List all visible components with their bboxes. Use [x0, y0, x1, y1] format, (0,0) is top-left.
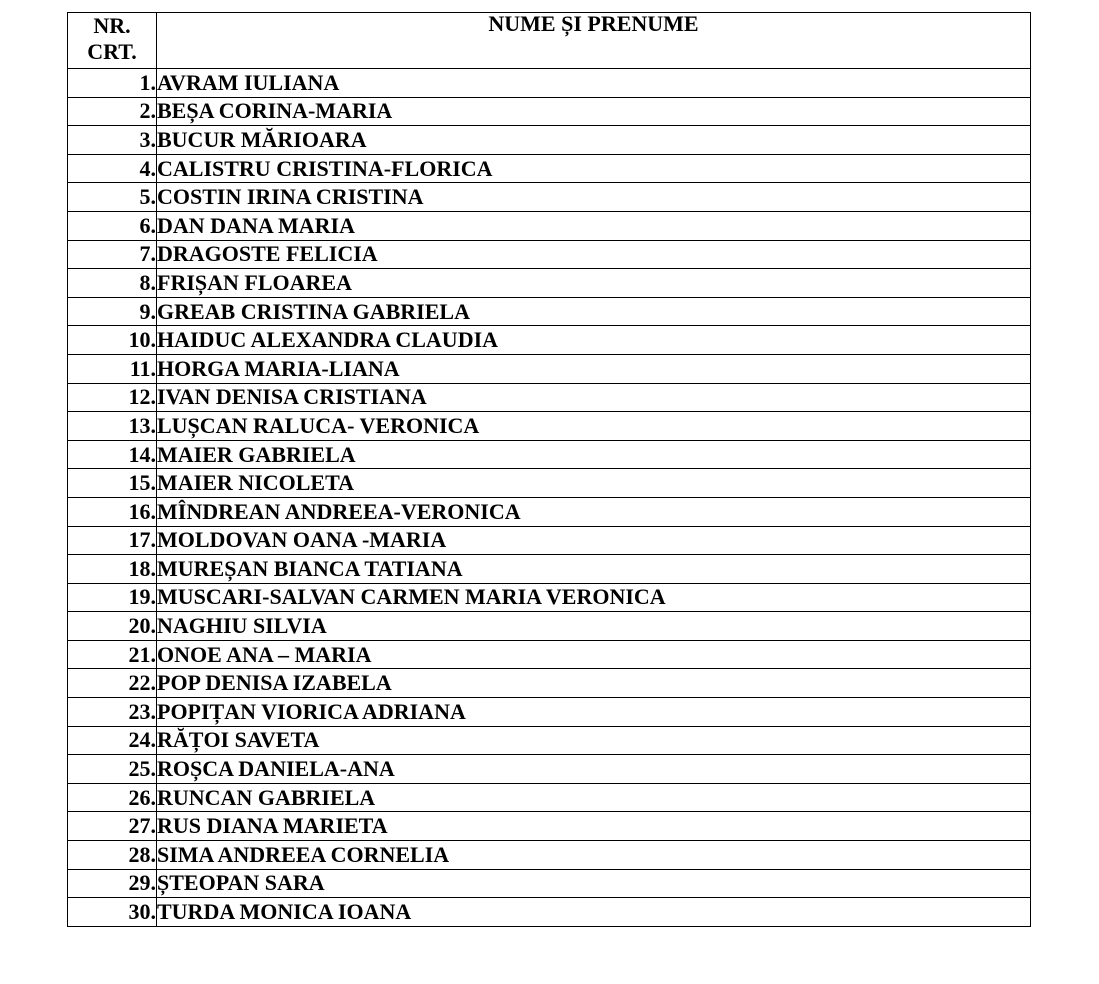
table-row [68, 412, 1031, 441]
row-number: 19. [68, 583, 157, 612]
table-row [68, 669, 1031, 698]
table-row [68, 297, 1031, 326]
table-row [68, 440, 1031, 469]
row-number: 25. [68, 755, 157, 784]
row-number: 16. [68, 497, 157, 526]
table-row [68, 755, 1031, 784]
table-row [68, 211, 1031, 240]
table-row [68, 783, 1031, 812]
row-number: 3. [68, 126, 157, 155]
row-number: 26. [68, 783, 157, 812]
row-name: TURDA MONICA IOANA [157, 898, 1031, 927]
row-name: ROȘCA DANIELA-ANA [157, 755, 1031, 784]
row-name: CALISTRU CRISTINA-FLORICA [157, 154, 1031, 183]
table-row [68, 240, 1031, 269]
row-number: 27. [68, 812, 157, 841]
row-number: 18. [68, 555, 157, 584]
row-number: 28. [68, 841, 157, 870]
table-row [68, 898, 1031, 927]
row-name: IVAN DENISA CRISTIANA [157, 383, 1031, 412]
row-name: POP DENISA IZABELA [157, 669, 1031, 698]
row-number: 23. [68, 698, 157, 727]
table-row [68, 841, 1031, 870]
table-row [68, 812, 1031, 841]
row-number: 7. [68, 240, 157, 269]
row-number: 17. [68, 526, 157, 555]
row-name: MUSCARI-SALVAN CARMEN MARIA VERONICA [157, 583, 1031, 612]
row-name: MAIER NICOLETA [157, 469, 1031, 498]
row-number: 12. [68, 383, 157, 412]
header-nr-line1: NR. [93, 13, 131, 38]
table-row [68, 583, 1031, 612]
table-row [68, 154, 1031, 183]
row-name: RĂȚOI SAVETA [157, 726, 1031, 755]
row-name: NAGHIU SILVIA [157, 612, 1031, 641]
row-number: 1. [68, 69, 157, 98]
table-row [68, 326, 1031, 355]
row-name: GREAB CRISTINA GABRIELA [157, 297, 1031, 326]
row-name: ONOE ANA – MARIA [157, 640, 1031, 669]
row-name: DAN DANA MARIA [157, 211, 1031, 240]
row-name: COSTIN IRINA CRISTINA [157, 183, 1031, 212]
row-number: 5. [68, 183, 157, 212]
document-page [67, 12, 1030, 927]
table-row [68, 183, 1031, 212]
row-name: BUCUR MĂRIOARA [157, 126, 1031, 155]
row-name: ȘTEOPAN SARA [157, 869, 1031, 898]
row-number: 24. [68, 726, 157, 755]
row-number: 15. [68, 469, 157, 498]
table-row [68, 469, 1031, 498]
table-row [68, 640, 1031, 669]
row-number: 13. [68, 412, 157, 441]
table-row [68, 555, 1031, 584]
row-number: 14. [68, 440, 157, 469]
row-name: RUNCAN GABRIELA [157, 783, 1031, 812]
table-row [68, 69, 1031, 98]
row-name: SIMA ANDREEA CORNELIA [157, 841, 1031, 870]
table-row [68, 698, 1031, 727]
table-row [68, 526, 1031, 555]
row-name: HAIDUC ALEXANDRA CLAUDIA [157, 326, 1031, 355]
row-name: BEȘA CORINA-MARIA [157, 97, 1031, 126]
row-number: 8. [68, 269, 157, 298]
header-name: NUME ȘI PRENUME [157, 13, 1031, 69]
row-name: MOLDOVAN OANA -MARIA [157, 526, 1031, 555]
row-name: DRAGOSTE FELICIA [157, 240, 1031, 269]
row-number: 21. [68, 640, 157, 669]
table-row [68, 726, 1031, 755]
table-row [68, 612, 1031, 641]
row-name: FRIȘAN FLOAREA [157, 269, 1031, 298]
row-name: RUS DIANA MARIETA [157, 812, 1031, 841]
table-row [68, 383, 1031, 412]
row-name: HORGA MARIA-LIANA [157, 354, 1031, 383]
row-name: MÎNDREAN ANDREEA-VERONICA [157, 497, 1031, 526]
row-number: 9. [68, 297, 157, 326]
table-row [68, 497, 1031, 526]
table-row [68, 269, 1031, 298]
row-name: LUȘCAN RALUCA- VERONICA [157, 412, 1031, 441]
table-body [68, 69, 1031, 927]
table-row [68, 869, 1031, 898]
row-name: MUREȘAN BIANCA TATIANA [157, 555, 1031, 584]
table-row [68, 126, 1031, 155]
table-row [68, 354, 1031, 383]
header-nr-crt [68, 13, 157, 69]
name-roster-table [67, 12, 1031, 927]
row-number: 30. [68, 898, 157, 927]
table-row [68, 97, 1031, 126]
row-number: 29. [68, 869, 157, 898]
table-header-row [68, 13, 1031, 69]
row-number: 20. [68, 612, 157, 641]
row-name: AVRAM IULIANA [157, 69, 1031, 98]
row-name: MAIER GABRIELA [157, 440, 1031, 469]
row-name: POPIȚAN VIORICA ADRIANA [157, 698, 1031, 727]
row-number: 10. [68, 326, 157, 355]
row-number: 22. [68, 669, 157, 698]
header-nr-line2: CRT. [87, 39, 137, 64]
row-number: 4. [68, 154, 157, 183]
row-number: 11. [68, 354, 157, 383]
row-number: 6. [68, 211, 157, 240]
row-number: 2. [68, 97, 157, 126]
